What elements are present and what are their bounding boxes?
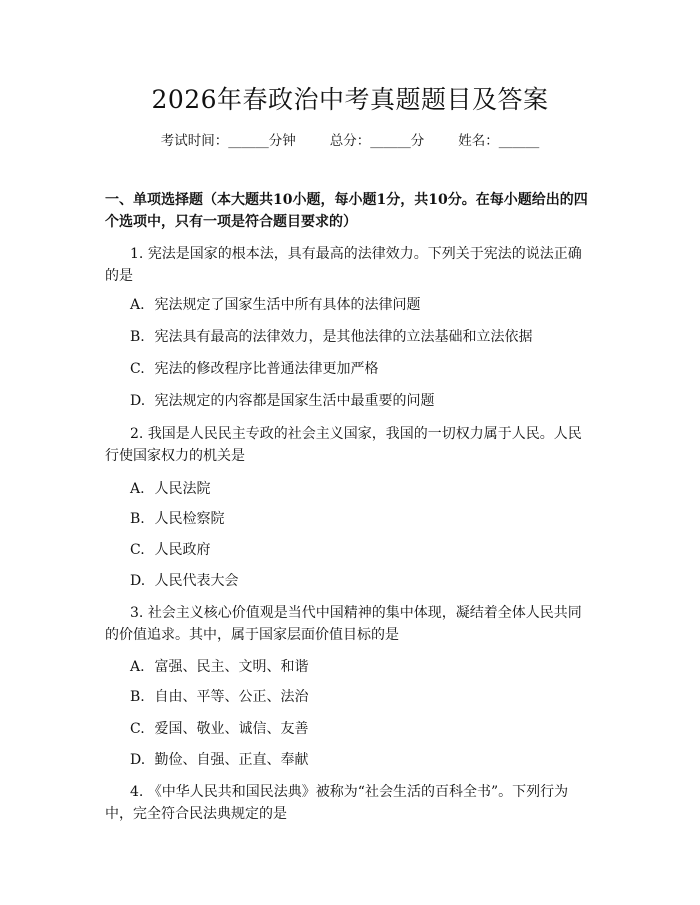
question-1-option-b	[130, 326, 595, 348]
option-letter: A.	[130, 297, 145, 313]
option-text: 爱国、敬业、诚信、友善	[154, 721, 309, 737]
exam-time-field: 考试时间：______分钟	[160, 133, 296, 149]
question-2	[105, 423, 595, 467]
question-1-option-a	[130, 294, 595, 316]
option-text: 宪法具有最高的法律效力，是其他法律的立法基础和立法依据	[154, 329, 533, 345]
question-text: 宪法是国家的根本法，具有最高的法律效力。下列关于宪法的说法正确的是	[105, 246, 582, 284]
option-letter: A.	[130, 481, 145, 497]
option-text: 宪法规定的内容都是国家生活中最重要的问题	[154, 393, 435, 409]
question-2-option-a	[130, 478, 595, 500]
option-text: 富强、民主、文明、和谐	[154, 659, 309, 675]
question-text: 《中华人民共和国民法典》被称为“社会生活的百科全书”。下列行为中，完全符合民法典规定的是	[105, 784, 569, 822]
question-text: 我国是人民民主专政的社会主义国家，我国的一切权力属于人民。人民行使国家权力的机关是	[105, 426, 582, 464]
option-letter: B.	[130, 329, 145, 345]
question-number: 3.	[130, 605, 144, 621]
option-text: 勤俭、自强、正直、奉献	[154, 752, 309, 768]
question-number: 2.	[130, 426, 144, 442]
question-4	[105, 781, 595, 825]
option-text: 自由、平等、公正、法治	[154, 689, 309, 705]
question-3-option-a	[130, 656, 595, 678]
option-letter: D.	[130, 752, 146, 768]
option-letter: D.	[130, 573, 146, 589]
question-2-option-b	[130, 508, 595, 530]
option-letter: B.	[130, 689, 145, 705]
option-letter: B.	[130, 511, 145, 527]
student-name-field: 姓名：______	[458, 133, 540, 149]
question-3-option-d	[130, 749, 595, 771]
option-text: 人民政府	[154, 542, 211, 558]
exam-info-line	[0, 131, 700, 151]
question-number: 1.	[130, 246, 144, 262]
total-score-field: 总分：______分	[329, 133, 425, 149]
question-1-option-c	[130, 358, 595, 380]
question-text: 社会主义核心价值观是当代中国精神的集中体现，凝结着全体人民共同的价值追求。其中，属于国家层面价值目标的是	[105, 605, 582, 643]
question-1-option-d	[130, 390, 595, 412]
question-3-option-b	[130, 686, 595, 708]
option-text: 宪法的修改程序比普通法律更加严格	[154, 361, 379, 377]
option-letter: A.	[130, 659, 145, 675]
page-title: 2026年春政治中考真题题目及答案	[151, 85, 549, 114]
option-letter: C.	[130, 721, 145, 737]
question-1	[105, 243, 595, 287]
option-text: 人民代表大会	[154, 573, 239, 589]
option-text: 宪法规定了国家生活中所有具体的法律问题	[154, 297, 421, 313]
question-number: 4.	[130, 784, 144, 800]
option-letter: C.	[130, 542, 145, 558]
question-2-option-c	[130, 539, 595, 561]
option-text: 人民法院	[154, 481, 211, 497]
option-letter: D.	[130, 393, 146, 409]
option-letter: C.	[130, 361, 145, 377]
section-heading: 一、单项选择题（本大题共10小题，每小题1分，共10分。在每小题给出的四个选项中，只有一项是符合题目要求的）	[105, 192, 588, 230]
question-3-option-c	[130, 718, 595, 740]
question-3	[105, 602, 595, 646]
question-2-option-d	[130, 570, 595, 592]
option-text: 人民检察院	[154, 511, 225, 527]
